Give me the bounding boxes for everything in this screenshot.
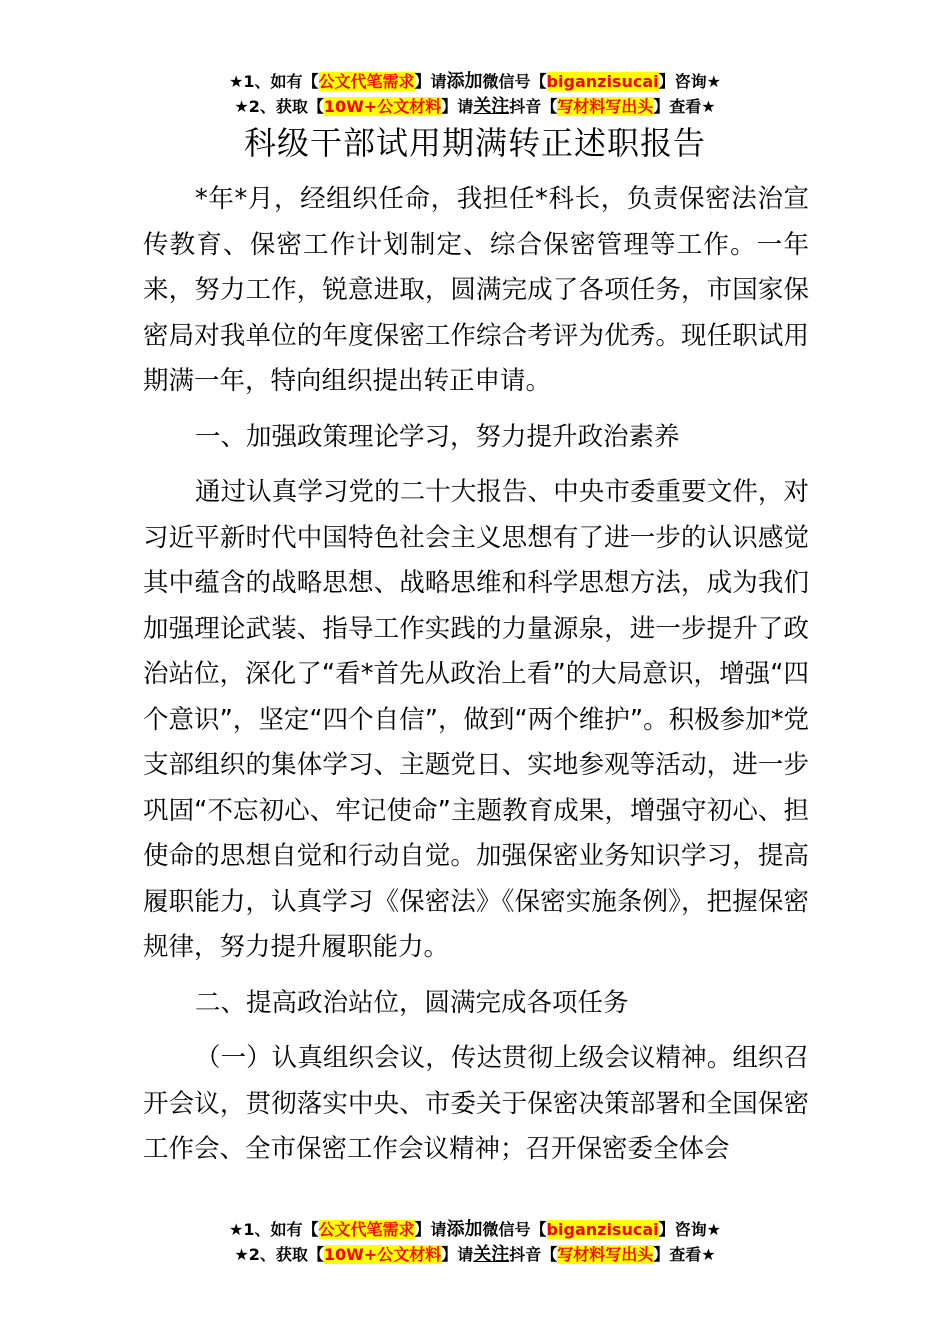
promo-line-1 <box>0 69 950 94</box>
promo-highlight: 10W+公文材料 <box>323 97 442 116</box>
section-heading-2: 二、提高政治站位，圆满完成各项任务 <box>195 987 629 1018</box>
promo-text: 抖音【 <box>509 97 558 116</box>
promo-text: 关注 <box>473 96 510 117</box>
document-body <box>143 177 809 1173</box>
paragraph-study: 通过认真学习党的二十大报告、中央市委重要文件，对习近平新时代中国特色社会主义思想有了进一步的认识感觉其中蕴含的战略思想、战略思维和科学思想方法，成为我们加强理论武装、指导工作实践的力量源泉，进一步提升了政治站位，深化了“看*首先从政治上看”的大局意识，增强“四个意识”，坚定“四个自信”，做到“两个维护”。积极参加*党支部组织的集体学习、主题党日、实地参观等活动，进一步巩固“不忘初心、牢记使命”主题教育成果，增强守初心、担使命的思想自觉和行动自觉。加强保密业务知识学习，提高履职能力，认真学习《保密法》《保密实施条例》，把握保密规律，努力提升履职能力。 <box>143 477 809 962</box>
promo-line-2 <box>0 1242 950 1267</box>
bottom-promo-banner <box>0 1217 950 1267</box>
promo-text: 添加 <box>446 71 483 92</box>
promo-highlight: 公文代笔需求 <box>318 72 415 91</box>
promo-text: 关注 <box>473 1244 510 1265</box>
promo-highlight: 10W+公文材料 <box>323 1245 442 1264</box>
promo-wechat-id: biganzisucai <box>546 72 659 91</box>
promo-douyin-id: 写材料写出头 <box>557 97 654 116</box>
promo-highlight: 公文代笔需求 <box>318 1220 415 1239</box>
promo-text: 】请 <box>414 72 447 91</box>
promo-text: 】查看★ <box>653 1245 716 1264</box>
promo-line-2 <box>0 94 950 119</box>
paragraph-intro: *年*月，经组织任命，我担任*科长，负责保密法治宣传教育、保密工作计划制定、综合保密管理等工作。一年来，努力工作，锐意进取，圆满完成了各项任务，市国家保密局对我单位的年度保密工作综合考评为优秀。现任职试用期满一年，特向组织提出转正申请。 <box>143 184 809 396</box>
document-title: 科级干部试用期满转正述职报告 <box>243 124 706 162</box>
promo-text: ★1、如有【 <box>229 72 319 91</box>
promo-text: 】咨询★ <box>658 1220 721 1239</box>
promo-text: ★1、如有【 <box>229 1220 319 1239</box>
paragraph-meetings: （一）认真组织会议，传达贯彻上级会议精神。组织召开会议，贯彻落实中央、市委关于保密决策部署和全国保密工作会、全市保密工作会议精神；召开保密委全体会 <box>143 1043 809 1164</box>
promo-text: 】请 <box>414 1220 447 1239</box>
promo-text: 抖音【 <box>509 1245 558 1264</box>
promo-wechat-id: biganzisucai <box>546 1220 659 1239</box>
promo-douyin-id: 写材料写出头 <box>557 1245 654 1264</box>
promo-text: 】咨询★ <box>658 72 721 91</box>
promo-text: 微信号【 <box>482 1220 547 1239</box>
promo-text: ★2、获取【 <box>234 1245 324 1264</box>
section-heading-1: 一、加强政策理论学习，努力提升政治素养 <box>195 421 680 452</box>
promo-text: 微信号【 <box>482 72 547 91</box>
top-promo-banner <box>0 69 950 119</box>
promo-line-1 <box>0 1217 950 1242</box>
promo-text: ★2、获取【 <box>234 97 324 116</box>
promo-text: 】请 <box>441 1245 474 1264</box>
promo-text: 添加 <box>446 1219 483 1240</box>
promo-text: 】查看★ <box>653 97 716 116</box>
promo-text: 】请 <box>441 97 474 116</box>
